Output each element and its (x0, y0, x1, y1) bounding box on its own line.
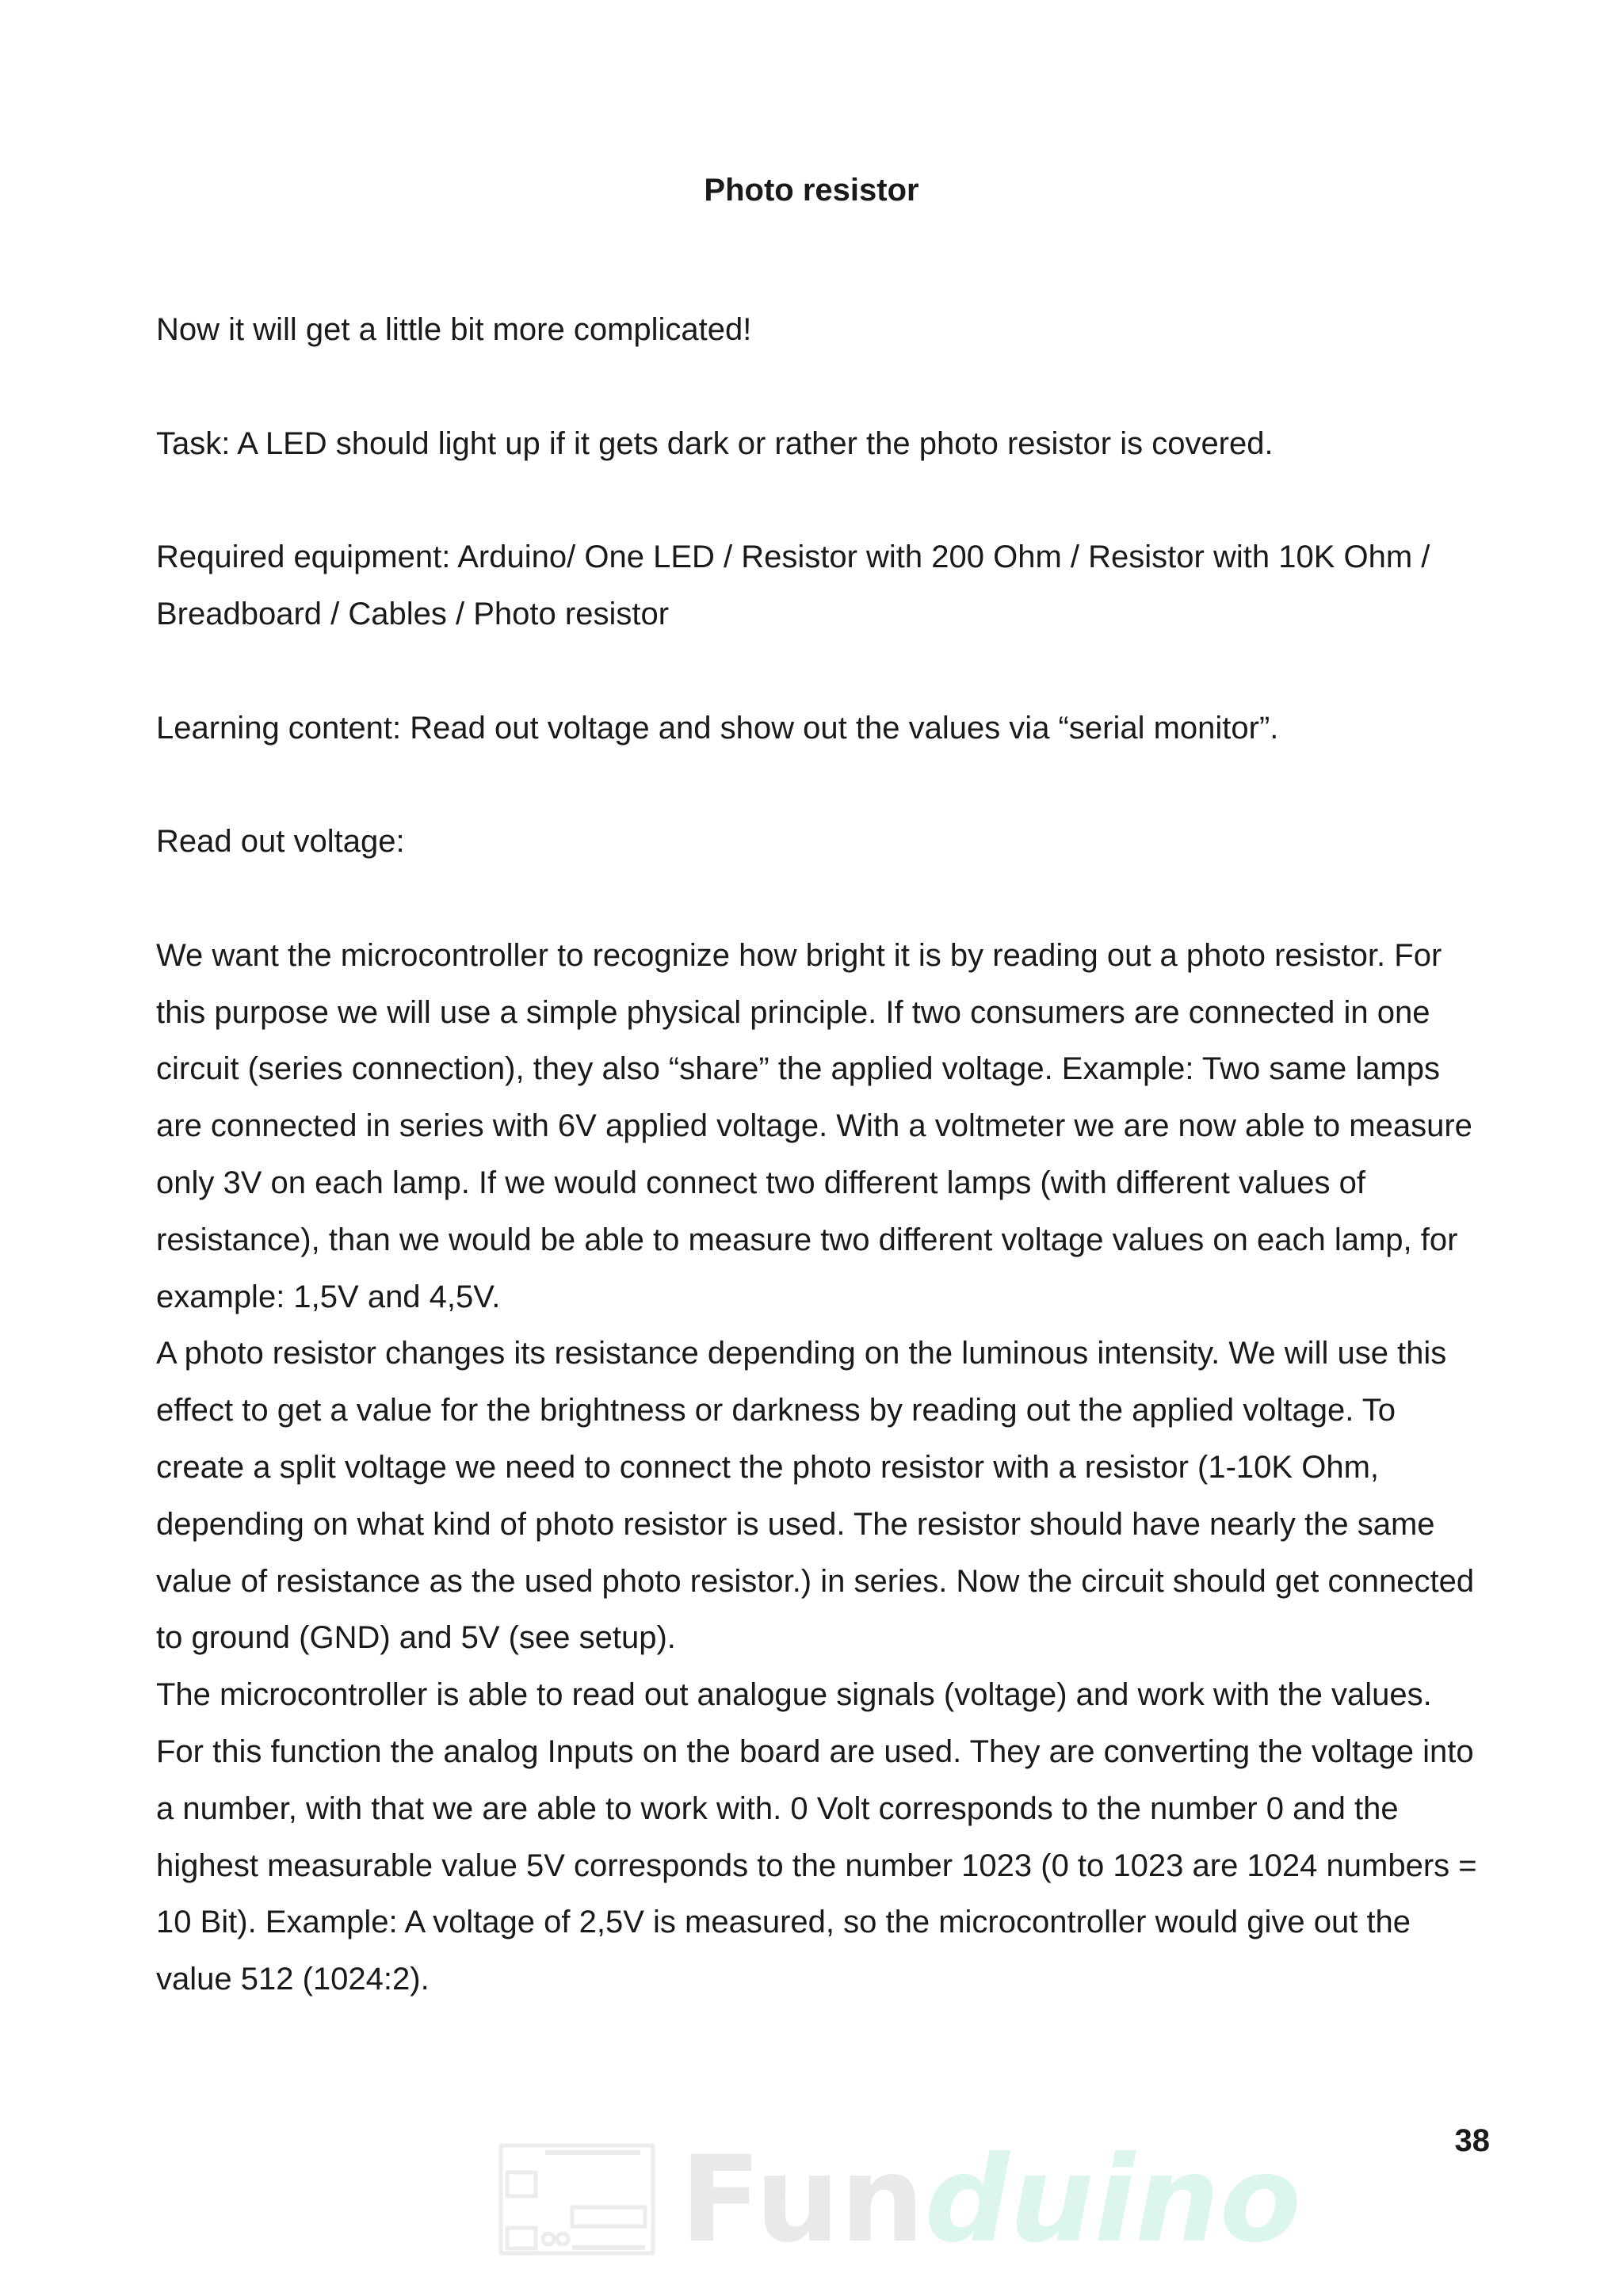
section-heading-read-out-voltage: Read out voltage: (156, 824, 405, 860)
intro-paragraph: Now it will get a little bit more complicated! (156, 312, 752, 347)
body-paragraph: The microcontroller is able to read out analogue signals (voltage) and work with the values. For this function the analog Inputs on the board are used. They are converting the voltage into a number, with that we are able to work with. 0 Volt corresponds to the number 0 and the highest measurable value 5V corresponds to the number 1023 (0 to 1023 are 1024 numbers = 10 Bit). Example: A voltage of 2,5V is measured, so the microcontroller would give out the value 512 (1024:2). (156, 1677, 1477, 1997)
task-paragraph: Task: A LED should light up if it gets dark or rather the photo resistor is covered. (156, 425, 1274, 461)
equipment-paragraph: Required equipment: Arduino/ One LED / Resistor with 200 Ohm / Resistor with 10K Ohm / Breadboard / Cables / Photo resistor (156, 540, 1430, 631)
funduino-wordmark (680, 2130, 1301, 2271)
funduino-watermark (490, 2130, 1301, 2271)
page-number: 38 (1454, 2123, 1490, 2158)
wordmark-duino: duino (924, 2131, 1301, 2269)
document-body (156, 302, 1487, 2008)
body-paragraph: We want the microcontroller to recognize how bright it is by reading out a photo resistor. For this purpose we will use a simple physical principle. If two consumers are connected in one circuit (series connection), they also “share” the applied voltage. Example: Two same lamps are connected in series with 6V applied voltage. With a voltmeter we are now able to measure only 3V on each lamp. If we would connect two different lamps (with different values of resistance), than we would be able to measure two different voltage values on each lamp, for example: 1,5V and 4,5V. (156, 937, 1472, 1314)
body-paragraph: A photo resistor changes its resistance depending on the luminous intensity. We will use this effect to get a value for the brightness or darkness by reading out the applied voltage. To create a split voltage we need to connect the photo resistor with a resistor (1-10K Ohm, depending on what kind of photo resistor is used. The resistor should have nearly the same value of resistance as the used photo resistor.) in series. Now the circuit should get connected to ground (GND) and 5V (see setup). (156, 1336, 1475, 1656)
learning-content-paragraph: Learning content: Read out voltage and show out the values via “serial monitor”. (156, 710, 1279, 746)
wordmark-fun: Fun (680, 2131, 925, 2269)
page-title: Photo resistor (704, 173, 919, 208)
arduino-board-icon (490, 2134, 664, 2264)
